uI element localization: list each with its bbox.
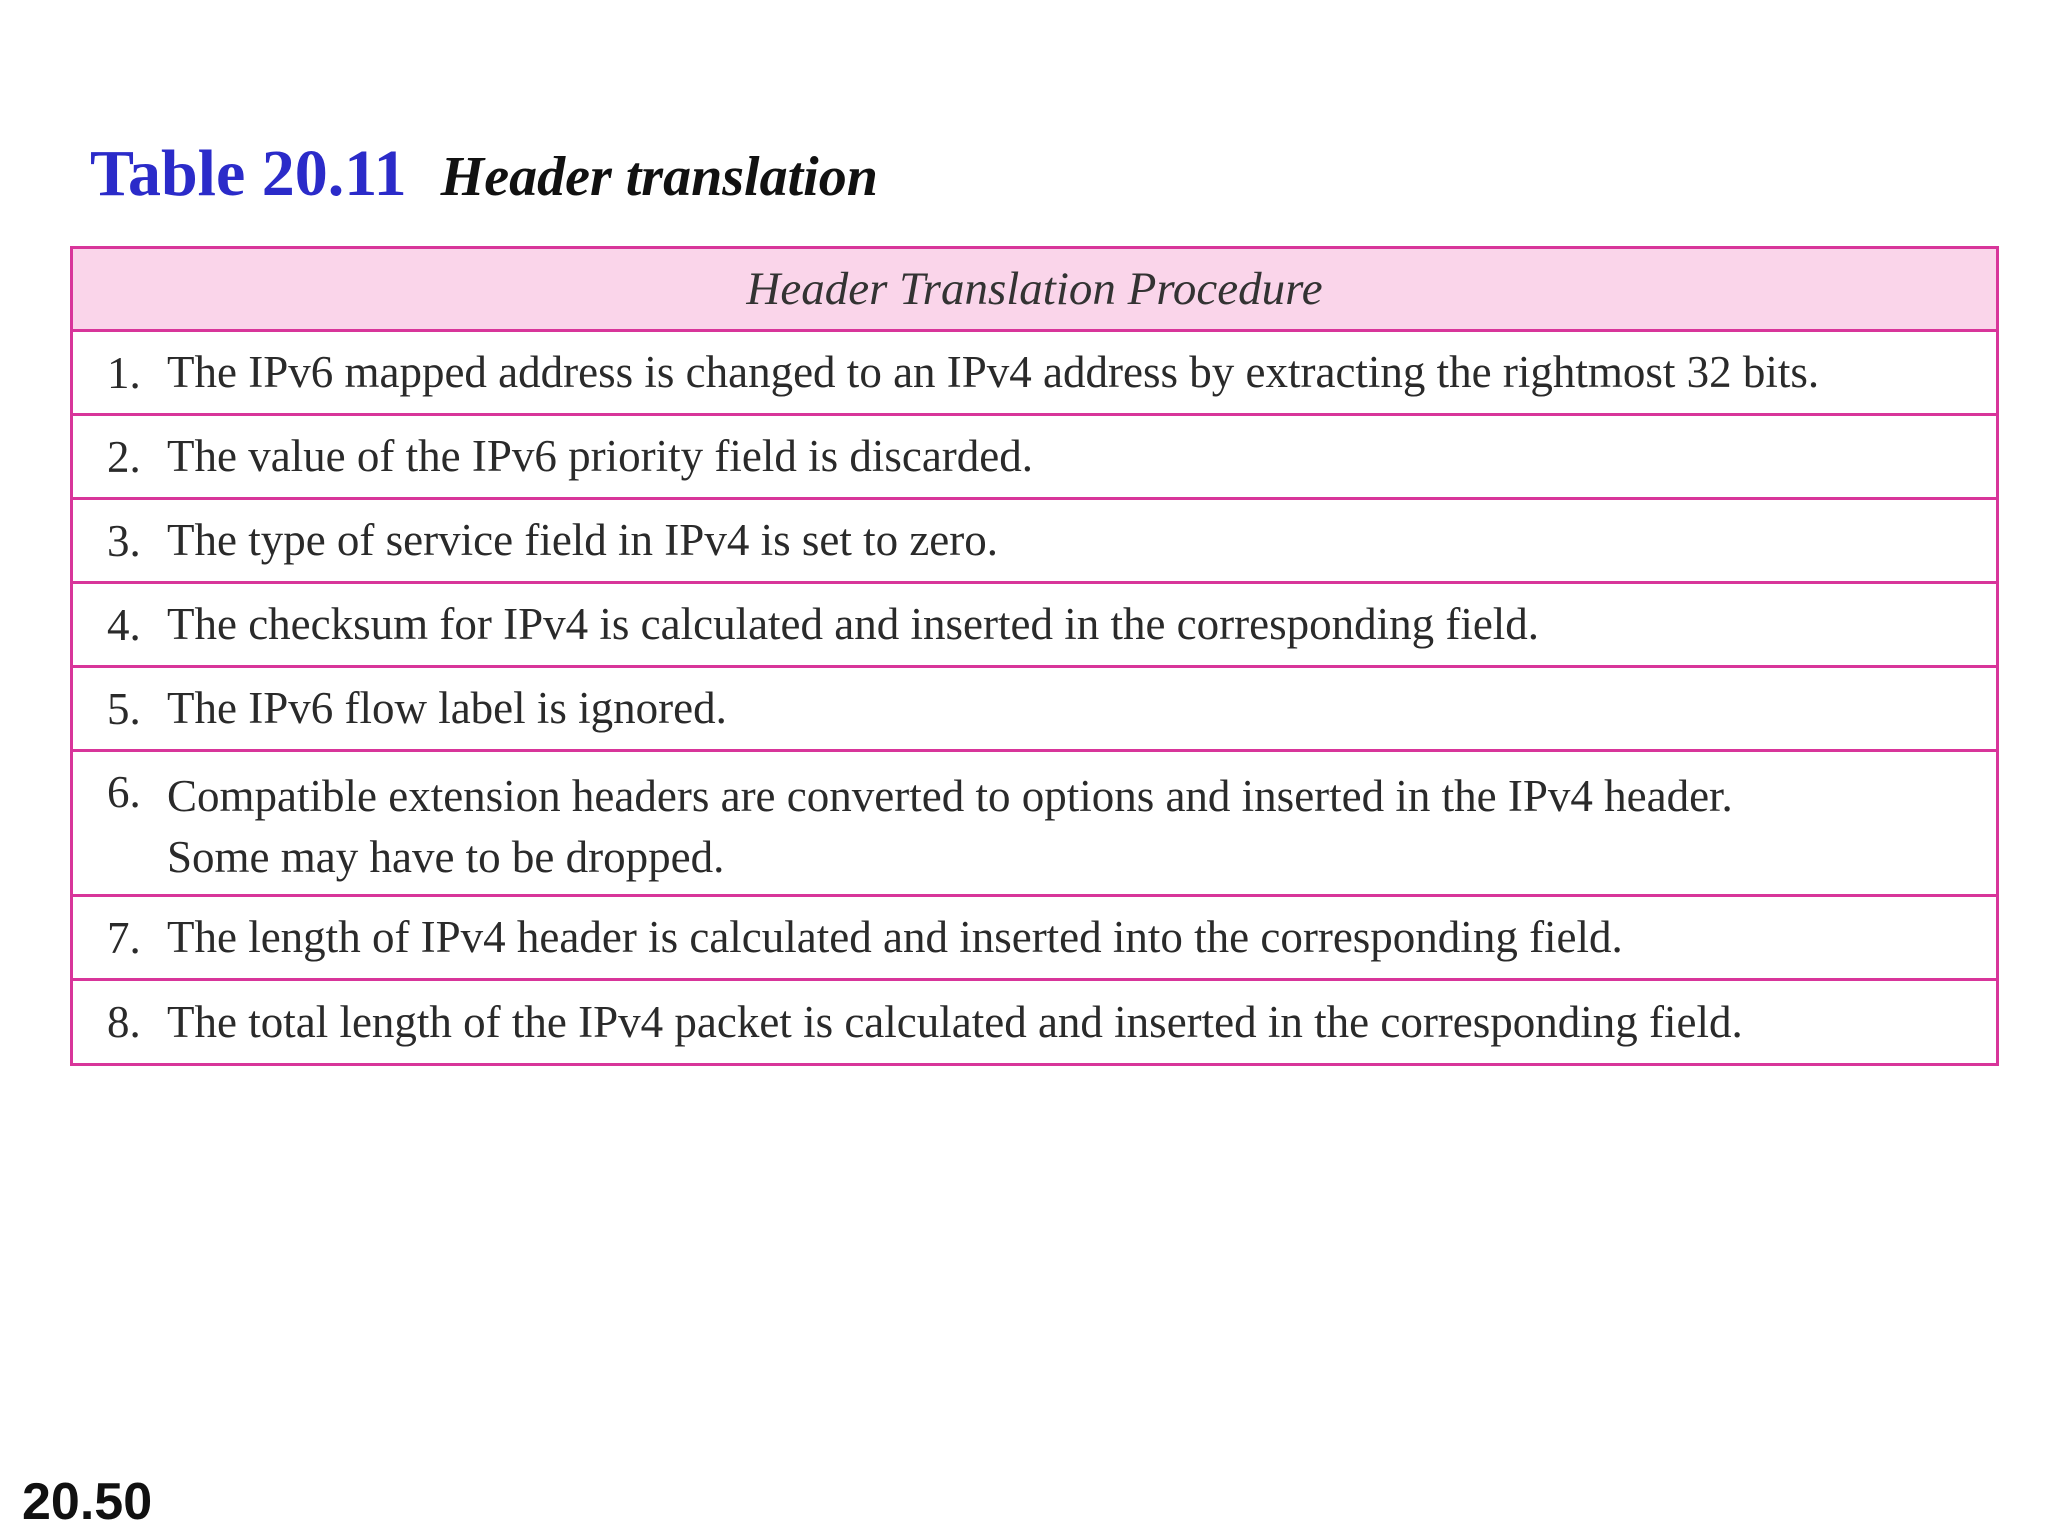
table-row bbox=[73, 981, 1996, 1063]
table-row bbox=[73, 752, 1996, 897]
table-title: Header translation bbox=[440, 146, 878, 208]
step-text-line-1: Compatible extension headers are converted to options and inserted in the IPv4 header. bbox=[167, 771, 1733, 821]
step-number: 7. bbox=[107, 912, 141, 963]
step-number: 4. bbox=[107, 599, 141, 650]
step-number: 6. bbox=[107, 767, 141, 817]
table-row bbox=[73, 584, 1996, 668]
table-number: Table 20.11 bbox=[90, 137, 407, 210]
header-translation-table bbox=[70, 246, 1999, 1066]
table-row bbox=[73, 897, 1996, 981]
step-text bbox=[167, 766, 1733, 888]
table-caption bbox=[90, 136, 878, 212]
step-text: The IPv6 flow label is ignored. bbox=[167, 683, 727, 733]
table-row bbox=[73, 416, 1996, 500]
step-text-line-2: Some may have to be dropped. bbox=[167, 832, 725, 882]
step-text: The value of the IPv6 priority field is discarded. bbox=[167, 431, 1034, 481]
step-text: The type of service field in IPv4 is set to zero. bbox=[167, 515, 999, 565]
slide-number: 20.50 bbox=[22, 1473, 153, 1531]
step-text: The checksum for IPv4 is calculated and inserted in the corresponding field. bbox=[167, 599, 1540, 649]
table-row bbox=[73, 500, 1996, 584]
step-text: The length of IPv4 header is calculated and inserted into the corresponding field. bbox=[167, 912, 1623, 962]
step-text: The total length of the IPv4 packet is calculated and inserted in the corresponding field. bbox=[167, 996, 1743, 1047]
step-number: 2. bbox=[107, 431, 141, 482]
step-number: 1. bbox=[107, 347, 141, 398]
step-number: 5. bbox=[107, 683, 141, 734]
step-number: 3. bbox=[107, 515, 141, 566]
step-number: 8. bbox=[107, 997, 141, 1047]
table-row bbox=[73, 668, 1996, 752]
table-row bbox=[73, 332, 1996, 416]
step-text: The IPv6 mapped address is changed to an IPv4 address by extracting the rightmost 32 bits. bbox=[167, 347, 1820, 397]
table-column-header: Header Translation Procedure bbox=[73, 249, 1996, 332]
